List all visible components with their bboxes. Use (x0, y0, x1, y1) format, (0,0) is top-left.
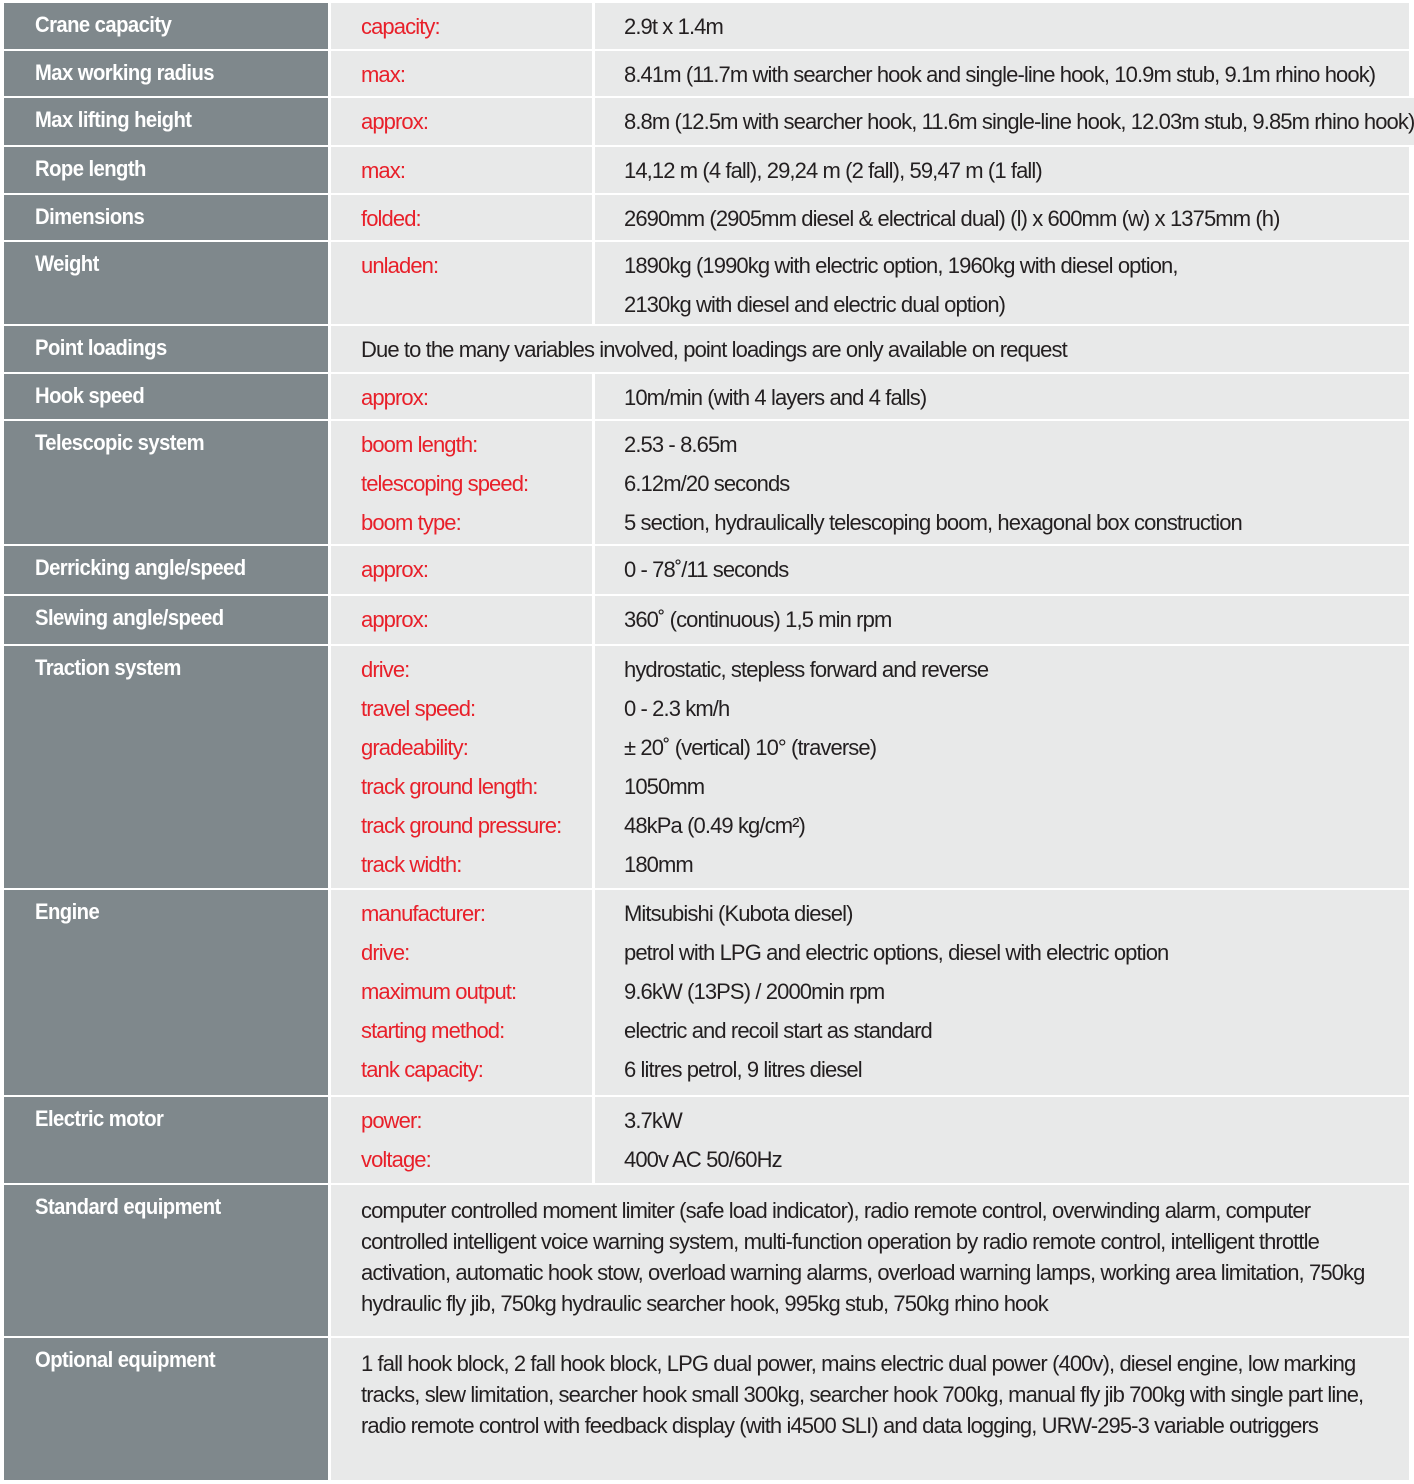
spec-row-crane-capacity (4, 3, 1409, 49)
spec-label: Dimensions (35, 204, 145, 229)
spec-row-electric-motor (4, 1097, 1409, 1183)
spec-label-cell (4, 646, 328, 888)
spec-value-cell (595, 890, 1409, 1095)
spec-label: Derricking angle/speed (35, 555, 246, 580)
spec-value: 6 litres petrol, 9 litres diesel (624, 1057, 862, 1082)
spec-row-point-loadings (4, 326, 1409, 372)
spec-row-optional-equipment (4, 1338, 1409, 1480)
spec-key-cell (331, 596, 592, 644)
spec-label: Traction system (35, 655, 181, 680)
spec-label-cell (4, 374, 328, 419)
spec-value: 8.8m (12.5m with searcher hook, 11.6m single-line hook, 12.03m stub, 9.85m rhino hook) (624, 109, 1414, 134)
spec-label: Optional equipment (35, 1347, 216, 1372)
spec-key: unladen: (361, 253, 439, 278)
spec-row-traction-system (4, 646, 1409, 888)
spec-label-cell (4, 242, 328, 324)
spec-value-cell (595, 98, 1414, 145)
spec-value-cell (595, 646, 1409, 888)
spec-key-cell (331, 147, 592, 193)
spec-key: telescoping speed: (361, 471, 529, 496)
spec-key-cell (331, 98, 592, 145)
spec-value: 10m/min (with 4 layers and 4 falls) (624, 385, 927, 410)
spec-row-max-lifting-height (4, 98, 1414, 145)
spec-key-cell (331, 546, 592, 594)
spec-key-cell (331, 890, 592, 1095)
spec-key: folded: (361, 206, 421, 231)
spec-key: approx: (361, 109, 429, 134)
spec-value-cell (595, 3, 1409, 49)
spec-value-cell (595, 242, 1409, 324)
spec-key: tank capacity: (361, 1057, 483, 1082)
spec-key: approx: (361, 607, 429, 632)
spec-value: 2.9t x 1.4m (624, 14, 723, 39)
spec-label-cell (4, 1338, 328, 1480)
spec-key-cell (331, 242, 592, 324)
spec-key-cell (331, 51, 592, 96)
spec-label-cell (4, 1097, 328, 1183)
spec-key: capacity: (361, 14, 440, 39)
spec-value-cell (595, 195, 1409, 240)
spec-value: 8.41m (11.7m with searcher hook and single-line hook, 10.9m stub, 9.1m rhino hook) (624, 62, 1376, 87)
spec-label-cell (4, 3, 328, 49)
spec-label: Electric motor (35, 1106, 164, 1131)
spec-label: Max working radius (35, 60, 215, 85)
spec-key: drive: (361, 657, 410, 682)
spec-key-cell (331, 421, 592, 544)
spec-key: gradeability: (361, 735, 468, 760)
spec-label: Hook speed (35, 383, 145, 408)
spec-label-cell (4, 596, 328, 644)
spec-value: electric and recoil start as standard (624, 1018, 932, 1043)
spec-key: max: (361, 158, 406, 183)
spec-key: track width: (361, 852, 462, 877)
spec-key-cell (331, 646, 592, 888)
spec-value: 360˚ (continuous) 1,5 min rpm (624, 607, 892, 632)
spec-text: Due to the many variables involved, point loadings are only available on request (361, 337, 1067, 362)
spec-key: manufacturer: (361, 901, 486, 926)
spec-label: Standard equipment (35, 1194, 221, 1219)
spec-label: Weight (35, 251, 99, 276)
spec-value: 180mm (624, 852, 693, 877)
spec-key: approx: (361, 385, 429, 410)
spec-value: 9.6kW (13PS) / 2000min rpm (624, 979, 885, 1004)
spec-row-slewing-angle-speed (4, 596, 1409, 644)
spec-row-standard-equipment (4, 1185, 1409, 1336)
spec-label-cell (4, 1185, 328, 1336)
spec-key-cell (331, 195, 592, 240)
spec-value: ± 20˚ (vertical) 10° (traverse) (624, 735, 877, 760)
spec-label-cell (4, 421, 328, 544)
spec-key: drive: (361, 940, 410, 965)
spec-text-cell (331, 1185, 1409, 1336)
spec-label-cell (4, 51, 328, 96)
spec-key: power: (361, 1108, 422, 1133)
spec-value: 2690mm (2905mm diesel & electrical dual) (l) x 600mm (w) x 1375mm (h) (624, 206, 1280, 231)
spec-value: 0 - 2.3 km/h (624, 696, 730, 721)
spec-label-cell (4, 546, 328, 594)
spec-value: Mitsubishi (Kubota diesel) (624, 901, 853, 926)
spec-label: Point loadings (35, 335, 167, 360)
spec-text-cell (331, 1338, 1409, 1480)
spec-key: max: (361, 62, 406, 87)
spec-row-rope-length (4, 147, 1409, 193)
spec-value-cell (595, 1097, 1409, 1183)
spec-text-cell (331, 326, 1409, 372)
spec-table (4, 3, 1414, 1482)
spec-value-cell (595, 147, 1409, 193)
spec-text: 1 fall hook block, 2 fall hook block, LPG dual power, mains electric dual power (400v), diesel engine, low marking tracks, slew limitation, searcher hook small 300kg, searcher hook 700kg, manual fly jib 700kg with single part line, radio remote control with feedback display (with i4500 SLI) and data logging, URW-295-3 variable outriggers (361, 1351, 1364, 1438)
spec-key: maximum output: (361, 979, 517, 1004)
spec-label-cell (4, 890, 328, 1095)
spec-key-cell (331, 374, 592, 419)
spec-value-cell (595, 546, 1409, 594)
spec-label: Slewing angle/speed (35, 605, 224, 630)
spec-value: 5 section, hydraulically telescoping boom, hexagonal box construction (624, 510, 1242, 535)
spec-value: 0 - 78˚/11 seconds (624, 557, 789, 582)
spec-key-cell (331, 3, 592, 49)
spec-text: computer controlled moment limiter (safe load indicator), radio remote control, overwinding alarm, computer controlled intelligent voice warning system, multi-function operation by radio remote control, intelligent throttle activation, automatic hook stow, overload warning alarms, overload warning lamps, working area limitation, 750kg hydraulic fly jib, 750kg hydraulic searcher hook, 995kg stub, 750kg rhino hook (361, 1198, 1365, 1316)
spec-value-cell (595, 374, 1409, 419)
spec-label: Max lifting height (35, 107, 192, 132)
spec-value: hydrostatic, stepless forward and reverse (624, 657, 989, 682)
spec-key: boom length: (361, 432, 478, 457)
spec-label-cell (4, 98, 328, 145)
spec-value: 400v AC 50/60Hz (624, 1147, 782, 1172)
spec-value: 14,12 m (4 fall), 29,24 m (2 fall), 59,47 m (1 fall) (624, 158, 1042, 183)
spec-label: Crane capacity (35, 12, 172, 37)
spec-key: approx: (361, 557, 429, 582)
spec-row-dimensions (4, 195, 1409, 240)
spec-value: petrol with LPG and electric options, diesel with electric option (624, 940, 1169, 965)
spec-key: travel speed: (361, 696, 476, 721)
spec-value: 6.12m/20 seconds (624, 471, 790, 496)
spec-value-cell (595, 51, 1409, 96)
spec-key: track ground length: (361, 774, 538, 799)
spec-value: 2130kg with diesel and electric dual option) (624, 292, 1006, 317)
spec-label-cell (4, 147, 328, 193)
spec-row-telescopic-system (4, 421, 1409, 544)
spec-key: track ground pressure: (361, 813, 562, 838)
spec-label: Engine (35, 899, 100, 924)
spec-value: 2.53 - 8.65m (624, 432, 737, 457)
spec-row-engine (4, 890, 1409, 1095)
spec-label-cell (4, 195, 328, 240)
spec-row-max-working-radius (4, 51, 1409, 96)
spec-label: Rope length (35, 156, 146, 181)
spec-value: 48kPa (0.49 kg/cm²) (624, 813, 805, 838)
spec-key: starting method: (361, 1018, 505, 1043)
spec-value: 1890kg (1990kg with electric option, 1960kg with diesel option, (624, 253, 1178, 278)
spec-value-cell (595, 421, 1409, 544)
spec-value: 3.7kW (624, 1108, 682, 1133)
spec-key: voltage: (361, 1147, 431, 1172)
spec-label-cell (4, 326, 328, 372)
spec-key (361, 285, 592, 324)
spec-key-cell (331, 1097, 592, 1183)
spec-row-weight (4, 242, 1409, 324)
spec-row-derricking-angle-speed (4, 546, 1409, 594)
spec-label: Telescopic system (35, 430, 205, 455)
spec-key: boom type: (361, 510, 461, 535)
spec-value: 1050mm (624, 774, 705, 799)
spec-row-hook-speed (4, 374, 1409, 419)
spec-value-cell (595, 596, 1409, 644)
